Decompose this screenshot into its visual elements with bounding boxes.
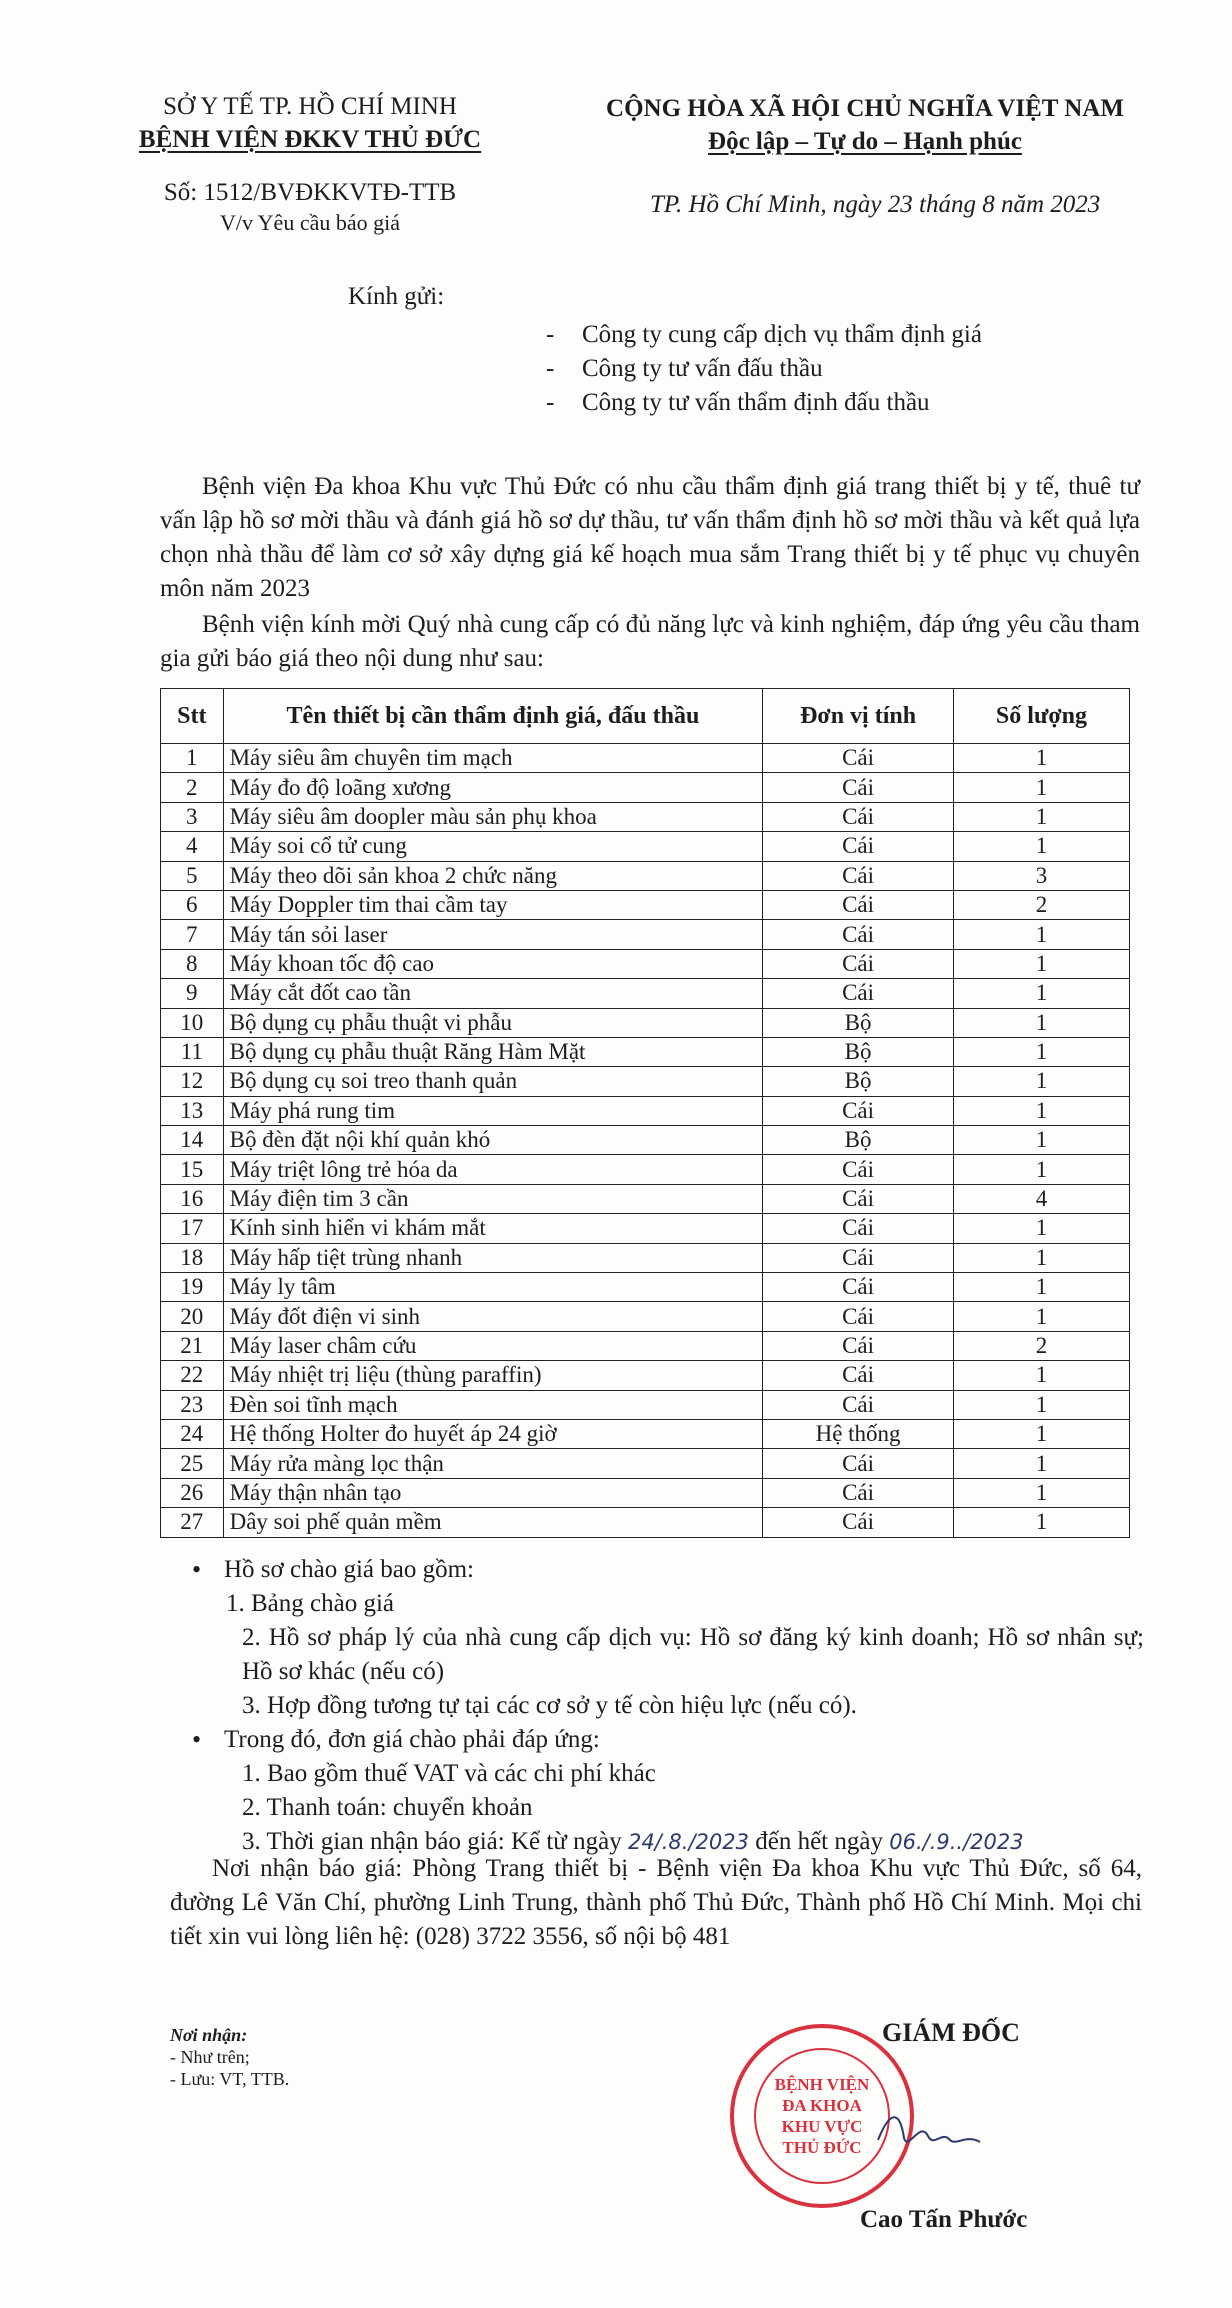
intro-paragraph: Bệnh viện Đa khoa Khu vực Thủ Đức có nhu cầu thẩm định giá trang thiết bị y tế, thuê tư vấn lập hồ sơ mời thầu và đánh giá hồ sơ dự thầu, tư vấn thẩm định hồ sơ mời thầu và kết quả lựa chọn nhà thầu để làm cơ sở xây dựng giá kế hoạch mua sắm Trang thiết bị y tế phục vụ chuyên môn năm 2023: [160, 473, 1140, 602]
profile-heading: • Hồ sơ chào giá bao gồm:: [224, 1553, 1144, 1587]
table-body: [161, 744, 1130, 1538]
cell-name: Máy siêu âm doopler màu sản phụ khoa: [223, 802, 763, 831]
cell-name: Dây soi phế quản mềm: [223, 1508, 763, 1537]
cell-name: Máy đốt điện vi sinh: [223, 1302, 763, 1331]
cell-unit: Cái: [763, 1096, 954, 1125]
stamp-text: BỆNH VIỆN ĐA KHOA KHU VỰC THỦ ĐỨC: [774, 2075, 870, 2157]
cell-qty: 1: [953, 949, 1129, 978]
cell-stt: 17: [161, 1214, 224, 1243]
cell-stt: 12: [161, 1067, 224, 1096]
cell-stt: 2: [161, 773, 224, 802]
cell-unit: Cái: [763, 1449, 954, 1478]
cell-stt: 9: [161, 979, 224, 1008]
table-row: [161, 1126, 1130, 1155]
cell-unit: Bộ: [763, 1008, 954, 1037]
cell-stt: 5: [161, 861, 224, 890]
cell-unit: Bộ: [763, 1067, 954, 1096]
cell-stt: 25: [161, 1449, 224, 1478]
cell-qty: 1: [953, 1419, 1129, 1448]
table-row: [161, 773, 1130, 802]
cell-name: Kính sinh hiển vi khám mắt: [223, 1214, 763, 1243]
table-row: [161, 1508, 1130, 1537]
signature-mark: [870, 2100, 990, 2160]
deadline-item: 3. Thời gian nhận báo giá: Kể từ ngày 24/.8./2023 đến hết ngày 06./.9../2023: [242, 1828, 1024, 1855]
requirements-section: [224, 1553, 1144, 1859]
cell-qty: 1: [953, 1273, 1129, 1302]
price-item: 1. Bao gồm thuế VAT và các chi phí khác: [242, 1760, 656, 1787]
document-date: TP. Hồ Chí Minh, ngày 23 tháng 8 năm 2023: [650, 191, 1101, 218]
cell-qty: 1: [953, 979, 1129, 1008]
table-row: [161, 744, 1130, 773]
cell-stt: 15: [161, 1155, 224, 1184]
cell-unit: Cái: [763, 1331, 954, 1360]
cell-stt: 8: [161, 949, 224, 978]
table-row: [161, 1067, 1130, 1096]
cell-name: Máy laser châm cứu: [223, 1331, 763, 1360]
cell-qty: 1: [953, 920, 1129, 949]
table-row: [161, 1243, 1130, 1272]
cell-qty: 1: [953, 1449, 1129, 1478]
table-row: [161, 890, 1130, 919]
cell-stt: 16: [161, 1184, 224, 1213]
price-heading: • Trong đó, đơn giá chào phải đáp ứng:: [224, 1723, 1144, 1757]
table-row: [161, 802, 1130, 831]
cell-unit: Cái: [763, 890, 954, 919]
cell-stt: 21: [161, 1331, 224, 1360]
deadline-end-date: 06./.9../2023: [889, 1830, 1024, 1854]
cell-name: Máy thận nhân tạo: [223, 1478, 763, 1507]
national-title: CỘNG HÒA XÃ HỘI CHỦ NGHĨA VIỆT NAM: [606, 95, 1124, 122]
cell-stt: 19: [161, 1273, 224, 1302]
cell-stt: 27: [161, 1508, 224, 1537]
recipient-item: - Công ty tư vấn thẩm định đấu thầu: [546, 389, 930, 416]
table-row: [161, 1155, 1130, 1184]
cell-qty: 1: [953, 773, 1129, 802]
cell-stt: 26: [161, 1478, 224, 1507]
cell-stt: 3: [161, 802, 224, 831]
footer-recipient: - Như trên;: [170, 2047, 250, 2067]
deadline-start-date: 24/.8./2023: [627, 1830, 749, 1854]
cell-name: Đèn soi tĩnh mạch: [223, 1390, 763, 1419]
footer-recipient: - Lưu: VT, TTB.: [170, 2069, 290, 2089]
cell-qty: 3: [953, 861, 1129, 890]
table-row: [161, 920, 1130, 949]
cell-qty: 1: [953, 832, 1129, 861]
footer-recipients-label: Nơi nhận:: [170, 2025, 248, 2045]
cell-name: Máy Doppler tim thai cầm tay: [223, 890, 763, 919]
table-row: [161, 1331, 1130, 1360]
cell-name: Máy hấp tiệt trùng nhanh: [223, 1243, 763, 1272]
cell-stt: 22: [161, 1361, 224, 1390]
col-unit: Đơn vị tính: [763, 689, 954, 744]
cell-qty: 1: [953, 1302, 1129, 1331]
col-stt: Stt: [161, 689, 224, 744]
price-item: 2. Thanh toán: chuyển khoản: [242, 1794, 533, 1821]
col-qty: Số lượng: [953, 689, 1129, 744]
table-row: [161, 1478, 1130, 1507]
cell-name: Máy đo độ loãng xương: [223, 773, 763, 802]
cell-unit: Bộ: [763, 1037, 954, 1066]
recipients-list: [546, 318, 1142, 420]
national-motto-block: [560, 92, 1170, 158]
cell-qty: 1: [953, 1243, 1129, 1272]
table-row: [161, 979, 1130, 1008]
cell-qty: 1: [953, 1008, 1129, 1037]
table-row: [161, 1449, 1130, 1478]
national-motto: Độc lập – Tự do – Hạnh phúc: [708, 128, 1022, 155]
cell-name: Máy triệt lông trẻ hóa da: [223, 1155, 763, 1184]
cell-qty: 1: [953, 1508, 1129, 1537]
cell-name: Bộ đèn đặt nội khí quản khó: [223, 1126, 763, 1155]
cell-name: Hệ thống Holter đo huyết áp 24 giờ: [223, 1419, 763, 1448]
doc-subject: V/v Yêu cầu báo giá: [219, 210, 400, 235]
table-row: [161, 1184, 1130, 1213]
cell-unit: Cái: [763, 1184, 954, 1213]
equipment-table: [160, 688, 1130, 1538]
cell-qty: 1: [953, 1478, 1129, 1507]
cell-stt: 7: [161, 920, 224, 949]
cell-qty: 2: [953, 1331, 1129, 1360]
table-row: [161, 949, 1130, 978]
cell-unit: Cái: [763, 861, 954, 890]
cell-unit: Cái: [763, 773, 954, 802]
cell-name: Máy soi cổ tử cung: [223, 832, 763, 861]
invitation-paragraph: Bệnh viện kính mời Quý nhà cung cấp có đủ năng lực và kinh nghiệm, đáp ứng yêu cầu tham gia gửi báo giá theo nội dung như sau:: [160, 611, 1140, 672]
cell-unit: Cái: [763, 1273, 954, 1302]
issuer-department: SỞ Y TẾ TP. HỒ CHÍ MINH: [163, 93, 457, 120]
cell-name: Máy theo dõi sản khoa 2 chức năng: [223, 861, 763, 890]
table-row: [161, 861, 1130, 890]
cell-stt: 10: [161, 1008, 224, 1037]
cell-unit: Cái: [763, 949, 954, 978]
cell-unit: Cái: [763, 1478, 954, 1507]
cell-stt: 11: [161, 1037, 224, 1066]
cell-qty: 1: [953, 744, 1129, 773]
cell-stt: 13: [161, 1096, 224, 1125]
cell-stt: 6: [161, 890, 224, 919]
cell-name: Máy điện tim 3 cần: [223, 1184, 763, 1213]
table-row: [161, 1096, 1130, 1125]
recipients-footer: [170, 2024, 289, 2090]
cell-unit: Cái: [763, 744, 954, 773]
cell-unit: Cái: [763, 1361, 954, 1390]
cell-stt: 23: [161, 1390, 224, 1419]
cell-unit: Hệ thống: [763, 1419, 954, 1448]
cell-name: Bộ dụng cụ phẫu thuật Răng Hàm Mặt: [223, 1037, 763, 1066]
profile-item: 2. Hồ sơ pháp lý của nhà cung cấp dịch vụ: Hồ sơ đăng ký kinh doanh; Hồ sơ nhân sự; Hồ sơ khác (nếu có): [242, 1624, 1144, 1685]
cell-unit: Cái: [763, 832, 954, 861]
cell-unit: Cái: [763, 1243, 954, 1272]
table-row: [161, 1419, 1130, 1448]
cell-qty: 1: [953, 1067, 1129, 1096]
table-row: [161, 1390, 1130, 1419]
cell-unit: Cái: [763, 1302, 954, 1331]
cell-name: Máy siêu âm chuyên tim mạch: [223, 744, 763, 773]
cell-name: Bộ dụng cụ soi treo thanh quản: [223, 1067, 763, 1096]
cell-name: Máy nhiệt trị liệu (thùng paraffin): [223, 1361, 763, 1390]
cell-stt: 4: [161, 832, 224, 861]
cell-stt: 24: [161, 1419, 224, 1448]
table-row: [161, 1214, 1130, 1243]
cell-unit: Cái: [763, 1214, 954, 1243]
cell-qty: 1: [953, 1214, 1129, 1243]
cell-qty: 1: [953, 802, 1129, 831]
cell-stt: 1: [161, 744, 224, 773]
cell-unit: Cái: [763, 920, 954, 949]
cell-qty: 4: [953, 1184, 1129, 1213]
cell-qty: 1: [953, 1126, 1129, 1155]
cell-stt: 18: [161, 1243, 224, 1272]
cell-name: Máy ly tâm: [223, 1273, 763, 1302]
cell-stt: 14: [161, 1126, 224, 1155]
cell-qty: 1: [953, 1037, 1129, 1066]
table-row: [161, 1037, 1130, 1066]
profile-item: 3. Hợp đồng tương tự tại các cơ sở y tế còn hiệu lực (nếu có).: [242, 1692, 857, 1719]
cell-unit: Cái: [763, 1508, 954, 1537]
recipient-item: - Công ty cung cấp dịch vụ thẩm định giá: [546, 321, 982, 348]
cell-unit: Cái: [763, 979, 954, 1008]
signer-title: GIÁM ĐỐC: [882, 2018, 1020, 2047]
cell-qty: 1: [953, 1096, 1129, 1125]
cell-unit: Bộ: [763, 1126, 954, 1155]
table-row: [161, 1008, 1130, 1037]
doc-number: Số: 1512/BVĐKKVTĐ-TTB: [163, 179, 457, 206]
cell-name: Máy tán sỏi laser: [223, 920, 763, 949]
cell-unit: Cái: [763, 1390, 954, 1419]
recipient-item: - Công ty tư vấn đấu thầu: [546, 355, 823, 382]
cell-name: Máy khoan tốc độ cao: [223, 949, 763, 978]
table-row: [161, 1361, 1130, 1390]
table-header-row: [161, 689, 1130, 744]
table-row: [161, 1302, 1130, 1331]
recipients-label: Kính gửi:: [348, 283, 445, 310]
cell-unit: Cái: [763, 1155, 954, 1184]
cell-qty: 2: [953, 890, 1129, 919]
contact-paragraph: Nơi nhận báo giá: Phòng Trang thiết bị - Bệnh viện Đa khoa Khu vực Thủ Đức, số 64, đường Lê Văn Chí, phường Linh Trung, thành phố Thủ Đức, Thành phố Hồ Chí Minh. Mọi chi tiết xin vui lòng liên hệ: (028) 3722 3556, số nội bộ 481: [170, 1855, 1142, 1950]
cell-qty: 1: [953, 1155, 1129, 1184]
cell-name: Máy cắt đốt cao tần: [223, 979, 763, 1008]
signer-name: Cao Tấn Phước: [860, 2206, 1028, 2233]
table-row: [161, 1273, 1130, 1302]
profile-item: 1. Bảng chào giá: [226, 1590, 395, 1617]
cell-unit: Cái: [763, 802, 954, 831]
cell-name: Máy rửa màng lọc thận: [223, 1449, 763, 1478]
cell-qty: 1: [953, 1390, 1129, 1419]
cell-stt: 20: [161, 1302, 224, 1331]
issuer-hospital: BỆNH VIỆN ĐKKV THỦ ĐỨC: [138, 126, 482, 153]
col-name: Tên thiết bị cần thẩm định giá, đấu thầu: [223, 689, 763, 744]
cell-qty: 1: [953, 1361, 1129, 1390]
cell-name: Bộ dụng cụ phẫu thuật vi phẫu: [223, 1008, 763, 1037]
issuer-block: [100, 90, 520, 237]
table-row: [161, 832, 1130, 861]
cell-name: Máy phá rung tim: [223, 1096, 763, 1125]
